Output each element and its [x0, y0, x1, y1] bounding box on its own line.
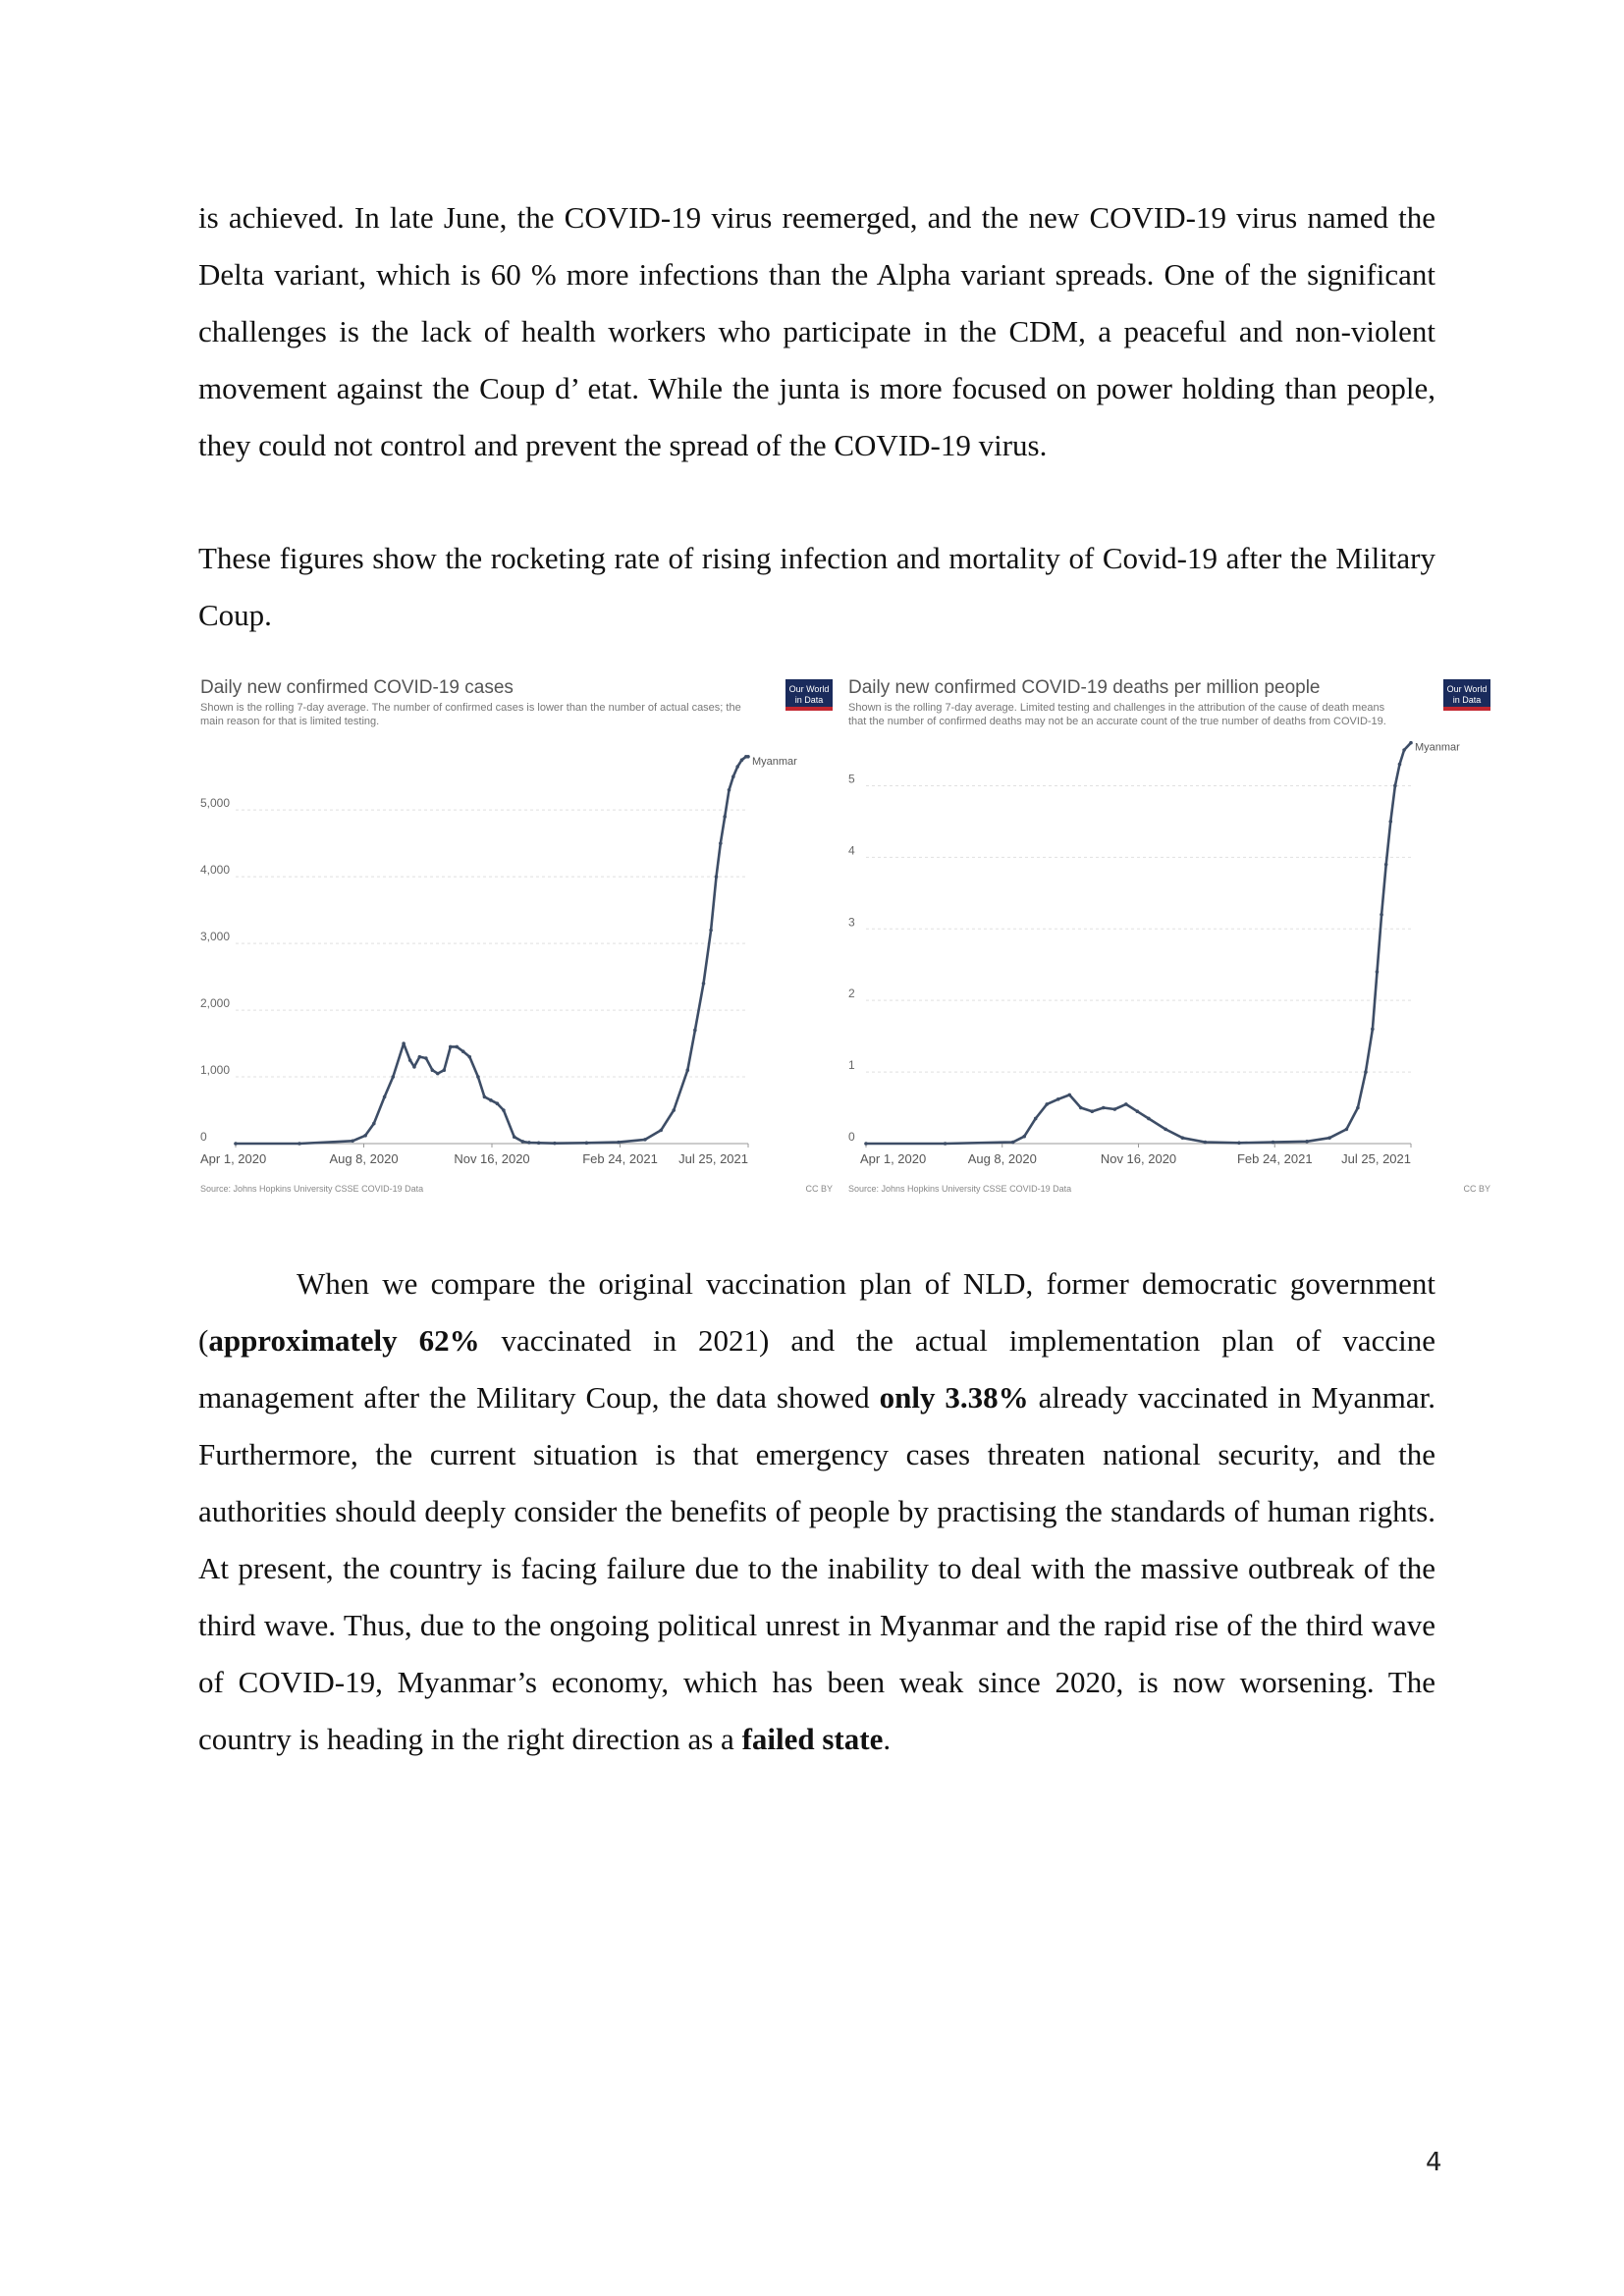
chart-license: CC BY	[1463, 1184, 1490, 1194]
x-tick-label: Nov 16, 2020	[454, 1151, 530, 1166]
paragraph-3	[198, 1255, 1435, 1768]
data-point	[418, 1055, 422, 1059]
data-point	[521, 1140, 525, 1144]
y-tick-label: 0	[200, 1130, 207, 1144]
x-tick-label: Jul 25, 2021	[678, 1151, 748, 1166]
data-point	[735, 765, 739, 769]
data-point	[1398, 763, 1402, 767]
owid-logo-accent	[1443, 707, 1490, 711]
y-tick-label: 3,000	[200, 930, 231, 944]
data-point	[449, 1045, 453, 1049]
data-point	[234, 1142, 238, 1146]
data-point	[1124, 1102, 1128, 1106]
data-point	[715, 875, 719, 879]
x-tick-label: Apr 1, 2020	[860, 1151, 927, 1166]
data-point	[489, 1098, 493, 1102]
data-point	[617, 1141, 621, 1145]
data-point	[864, 1142, 868, 1146]
data-point	[1147, 1117, 1151, 1121]
chart-subtitle: main reason for that is limited testing.	[200, 716, 380, 727]
paragraph-3-text-2: vaccinated in 2021) and the actual implementation plan of vaccine management after the Military Coup, the data showed	[198, 1323, 1436, 1415]
data-point	[383, 1095, 387, 1099]
chart-license: CC BY	[805, 1184, 833, 1194]
data-point	[1305, 1140, 1309, 1144]
data-point	[1327, 1136, 1331, 1140]
chart-title: Daily new confirmed COVID-19 deaths per million people	[848, 677, 1321, 698]
y-tick-label: 4	[848, 843, 855, 858]
x-tick-label: Nov 16, 2020	[1100, 1151, 1177, 1166]
chart-title: Daily new confirmed COVID-19 cases	[200, 677, 514, 698]
data-point	[643, 1138, 647, 1142]
data-point	[723, 815, 727, 819]
y-tick-label: 2,000	[200, 996, 231, 1011]
data-point	[1056, 1097, 1060, 1101]
y-tick-label: 3	[848, 915, 855, 930]
x-tick-label: Apr 1, 2020	[200, 1151, 267, 1166]
data-point	[702, 982, 706, 986]
data-point	[672, 1108, 676, 1112]
charts-figure	[198, 671, 1494, 1206]
data-point	[442, 1068, 446, 1072]
x-tick-label: Aug 8, 2020	[967, 1151, 1037, 1166]
data-point	[402, 1041, 406, 1045]
data-point	[1237, 1141, 1241, 1145]
data-point	[372, 1122, 376, 1126]
owid-logo-accent	[785, 707, 833, 711]
data-point	[719, 841, 723, 845]
data-point	[1388, 820, 1392, 824]
data-point	[1011, 1141, 1015, 1145]
data-point	[467, 1055, 471, 1059]
page-number: 4	[1426, 2148, 1442, 2177]
data-point	[693, 1029, 697, 1033]
y-tick-label: 1,000	[200, 1063, 231, 1078]
y-tick-label: 5	[848, 772, 855, 786]
chart-subtitle: Shown is the rolling 7-day average. Limited testing and challenges in the attribution of the cause of death means	[848, 702, 1385, 714]
x-tick-label: Jul 25, 2021	[1341, 1151, 1411, 1166]
data-point	[585, 1142, 589, 1146]
data-point	[1402, 748, 1406, 752]
data-point	[731, 774, 735, 778]
chart-subtitle: that the number of confirmed deaths may not be an accurate count of the true number of deaths from COVID-19.	[848, 716, 1386, 727]
series-label-myanmar: Myanmar	[752, 755, 797, 768]
data-point	[363, 1134, 367, 1138]
data-point	[1022, 1135, 1026, 1139]
owid-logo-text: Our World	[1446, 684, 1488, 694]
data-point	[483, 1095, 487, 1099]
paragraph-1: is achieved. In late June, the COVID-19 virus reemerged, and the new COVID-19 virus named the Delta variant, which is 60 % more infections than the Alpha variant spreads. One of the significant challenges is the lack of health workers who participate in the CDM, a peaceful and non-violent movement against the Coup d’ etat. While the junta is more focused on power holding than people, they could not control and prevent the spread of the COVID-19 virus.	[198, 200, 1435, 462]
data-point	[1090, 1109, 1094, 1113]
series-line-myanmar	[866, 743, 1411, 1144]
series-label-myanmar: Myanmar	[1415, 741, 1460, 754]
bold-only-3-38: only 3.38%	[879, 1380, 1029, 1415]
paragraph-3-text-3: already vaccinated in Myanmar. Furthermore, the current situation is that emergency cases threaten national security, and the authorities should deeply consider the benefits of people by practising the standards of human rights. At present, the country is facing failure due to the inability to deal with the massive outbreak of the third wave. Thus, due to the ongoing political unrest in Myanmar and the rapid rise of the third wave of COVID-19, Myanmar’s economy, which has been weak since 2020, is now worsening. The country is heading in the right direction as a	[198, 1380, 1436, 1756]
y-tick-label: 4,000	[200, 863, 231, 878]
data-point	[685, 1068, 689, 1072]
data-point	[1164, 1128, 1167, 1132]
data-point	[709, 929, 713, 933]
data-point	[1356, 1106, 1360, 1110]
data-point	[1371, 1028, 1375, 1032]
owid-logo-text: Our World	[788, 684, 830, 694]
data-point	[1364, 1070, 1368, 1074]
data-point	[1204, 1141, 1208, 1145]
paragraph-3-text-4: .	[883, 1722, 892, 1756]
data-point	[553, 1142, 557, 1146]
y-tick-label: 1	[848, 1058, 855, 1073]
data-point	[659, 1129, 663, 1133]
data-point	[298, 1142, 301, 1146]
data-point	[1113, 1107, 1117, 1111]
data-point	[431, 1068, 435, 1072]
bold-approximately-62: approximately 62%	[208, 1323, 480, 1358]
y-tick-label: 2	[848, 987, 855, 1001]
chart-subtitle: Shown is the rolling 7-day average. The number of confirmed cases is lower than the number of actual cases; the	[200, 702, 741, 714]
x-tick-label: Feb 24, 2021	[582, 1151, 658, 1166]
deaths-chart-svg	[846, 671, 1494, 1206]
paragraph-3-text-1: When we compare the original vaccination plan of NLD, former democratic government (	[198, 1266, 1435, 1358]
data-point	[1045, 1102, 1049, 1106]
data-point	[461, 1049, 465, 1053]
data-point	[527, 1141, 531, 1145]
data-point	[351, 1139, 354, 1143]
data-point	[1272, 1141, 1275, 1145]
data-point	[1181, 1136, 1185, 1140]
data-point	[412, 1065, 416, 1069]
data-point	[1034, 1117, 1038, 1121]
data-point	[1384, 863, 1388, 867]
data-point	[1393, 784, 1397, 788]
data-point	[1102, 1106, 1106, 1110]
data-point	[391, 1075, 395, 1079]
data-point	[1067, 1094, 1071, 1097]
data-point	[537, 1142, 541, 1146]
bold-failed-state: failed state	[741, 1722, 884, 1756]
data-point	[1380, 913, 1383, 917]
data-point	[1079, 1106, 1083, 1110]
data-point	[728, 788, 731, 792]
x-tick-label: Aug 8, 2020	[329, 1151, 399, 1166]
data-point	[408, 1058, 412, 1062]
series-line-myanmar	[236, 757, 748, 1144]
data-point	[746, 755, 750, 759]
data-point	[1136, 1109, 1140, 1113]
y-tick-label: 0	[848, 1130, 855, 1144]
data-point	[740, 758, 744, 762]
data-point	[476, 1075, 480, 1079]
data-point	[1409, 741, 1413, 745]
data-point	[944, 1142, 947, 1146]
chart-source: Source: Johns Hopkins University CSSE COVID-19 Data	[200, 1184, 424, 1194]
data-point	[1376, 970, 1380, 974]
paragraph-2: These figures show the rocketing rate of rising infection and mortality of Covid-19 after the Military Coup.	[198, 541, 1435, 632]
data-point	[513, 1135, 516, 1139]
data-point	[455, 1045, 459, 1049]
chart-deaths-per-million	[846, 671, 1494, 1206]
cases-chart-svg	[198, 671, 837, 1206]
chart-source: Source: Johns Hopkins University CSSE COVID-19 Data	[848, 1184, 1072, 1194]
data-point	[502, 1108, 506, 1112]
data-point	[1345, 1128, 1349, 1132]
y-tick-label: 5,000	[200, 796, 231, 811]
chart-confirmed-cases	[198, 671, 837, 1206]
data-point	[436, 1072, 440, 1076]
data-point	[424, 1056, 428, 1060]
owid-logo-text: in Data	[794, 695, 824, 705]
x-tick-label: Feb 24, 2021	[1236, 1151, 1313, 1166]
data-point	[496, 1101, 500, 1105]
owid-logo-text: in Data	[1452, 695, 1482, 705]
